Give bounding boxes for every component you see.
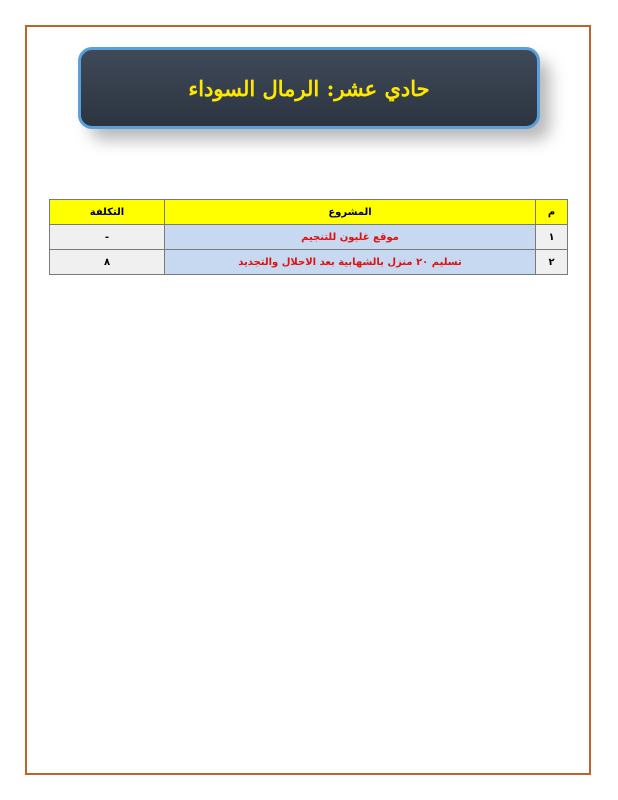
projects-table xyxy=(49,199,568,275)
header-project: المشروع xyxy=(165,200,536,225)
table-row xyxy=(50,250,568,275)
row-num: ١ xyxy=(536,225,568,250)
title-banner xyxy=(78,47,540,129)
row-cost: ٨ xyxy=(50,250,165,275)
row-cost: - xyxy=(50,225,165,250)
row-project: تسليم ٢٠ منزل بالشهابية بعد الاحلال والتجديد xyxy=(165,250,536,275)
page-title: حادي عشر: الرمال السوداء xyxy=(188,75,430,101)
table-header-row xyxy=(50,200,568,225)
table-row xyxy=(50,225,568,250)
row-num: ٢ xyxy=(536,250,568,275)
row-project: موقع غليون للتنجيم xyxy=(165,225,536,250)
header-cost: التكلفة xyxy=(50,200,165,225)
header-num: م xyxy=(536,200,568,225)
